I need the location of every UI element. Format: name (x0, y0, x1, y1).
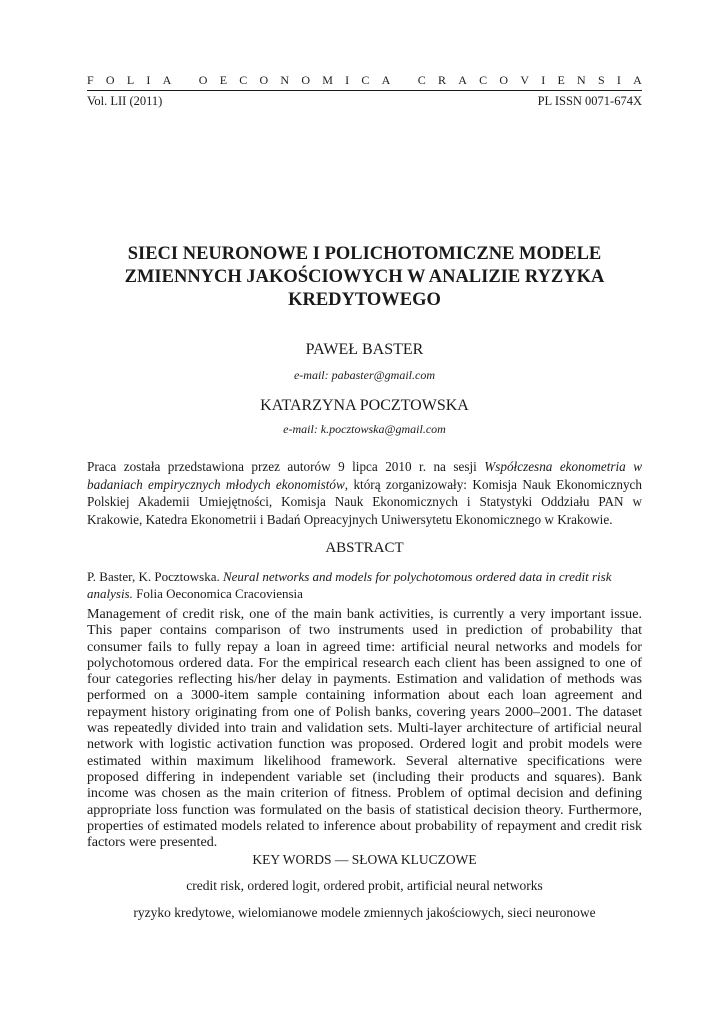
author-email: e-mail: pabaster@gmail.com (293, 368, 436, 382)
journal-letter: C (361, 73, 370, 87)
journal-letter: A (381, 73, 391, 87)
journal-letter: E (557, 73, 565, 87)
title-line: SIECI NEURONOWE I POLICHOTOMICZNE MODELE (127, 244, 602, 264)
citation-authors: P. Baster, K. Pocztowska. (87, 569, 223, 584)
note-text: , którą zorganizowały: Komisja Nauk Ekonomicznych Polskiej Akademii Umiejętności, Komisja Nauk Ekonomicznych i Statystyki Oddziału PAN w Krakowie, Katedra Ekonometrii i Badań Opreacyjnych Uniwersytetu Ekonomicznego w Krakowie. (87, 476, 642, 527)
journal-letter: A (633, 73, 642, 87)
journal-letter: N (577, 73, 586, 87)
citation-title: Neural networks and models for polychotomous ordered data in credit risk analysis. (87, 569, 612, 601)
keywords-heading: KEY WORDS — SŁOWA KLUCZOWE (252, 852, 477, 867)
abstract-text: Management of credit risk, one of the main bank activities, is currently a very important issue. This paper contains comparison of two instruments used in prediction of probability that consumer fails to fully repay a loan in agreed time: artificial neural networks and models for polychotomous ordered data. For the empirical research each client has been assigned to one of four categories reflecting his/her delay in payments. Estimation and validation of methods was performed on a 3000-item sample containing information about each loan agreement and repayment history originating from one of Polish banks, covering years 2000–2001. The dataset was repeatedly divided into train and validation sets. Multi-layer architecture of artificial neural network with logistic activation function was proposed. Ordered logit and probit models were estimated within maximum likelihood framework. Several alternative specifications were proposed differing in independent variable set (including their products and squares). Bank income was chosen as the main criterion of fitness. Problem of optimal decision and defining appropriate loss function was formulated on the basis of statistical decision theory. Furthermore, properties of estimated models related to inference about probability of repayment and credit risk factors were presented. (87, 606, 642, 851)
journal-letter: O (259, 73, 269, 87)
journal-letter: I (146, 73, 151, 87)
journal-letter (184, 73, 187, 88)
author-email: e-mail: k.pocztowska@gmail.com (283, 422, 446, 436)
journal-letter: C (479, 73, 488, 87)
author-name: PAWEŁ BASTER (305, 341, 424, 358)
journal-letter: L (126, 73, 135, 87)
title-line: KREDYTOWEGO (288, 290, 441, 310)
keywords-polish: ryzyko kredytowe, wielomianowe modele zmiennych jakościowych, sieci neuronowe (133, 905, 596, 920)
volume-label: Vol. LII (2011) (87, 94, 163, 108)
journal-letter: O (301, 73, 310, 87)
journal-letter: R (438, 73, 447, 87)
note-text: Praca została przedstawiona przez autorów 9 lipca 2010 r. na sesji (87, 459, 485, 474)
journal-letter: V (520, 73, 529, 87)
title-line: ZMIENNYCH JAKOŚCIOWYCH W ANALIZIE RYZYKA (124, 267, 605, 287)
journal-letter: O (499, 73, 509, 87)
citation-journal: Folia Oeconomica Cracoviensia (132, 586, 303, 601)
journal-letter: A (458, 73, 467, 87)
issn-label: PL ISSN 0071-674X (537, 94, 642, 108)
journal-letter: C (417, 73, 426, 87)
session-title: Współczesna ekonometria w badaniach empirycznych młodych ekonomistów (87, 459, 642, 492)
journal-letter (403, 73, 406, 88)
journal-letter: C (239, 73, 248, 87)
journal-letter: M (322, 73, 333, 87)
journal-name (87, 73, 642, 88)
author-name: KATARZYNA POCZTOWSKA (260, 397, 469, 414)
journal-letter: E (219, 73, 228, 87)
journal-letter: I (616, 73, 621, 87)
abstract-citation (87, 568, 642, 602)
paper-title (87, 243, 642, 312)
journal-letter: S (597, 73, 605, 87)
presentation-note (87, 458, 642, 528)
journal-letter: I (345, 73, 350, 87)
journal-letter: N (280, 73, 290, 87)
journal-letter: I (541, 73, 546, 87)
journal-letter: F (87, 73, 94, 87)
journal-letter: A (162, 73, 172, 87)
abstract-heading: ABSTRACT (325, 540, 404, 556)
volume-row (87, 94, 642, 109)
journal-letter: O (105, 73, 115, 87)
keywords-english: credit risk, ordered logit, ordered probit, artificial neural networks (186, 878, 543, 893)
header-rule (87, 90, 642, 91)
journal-letter: O (198, 73, 208, 87)
